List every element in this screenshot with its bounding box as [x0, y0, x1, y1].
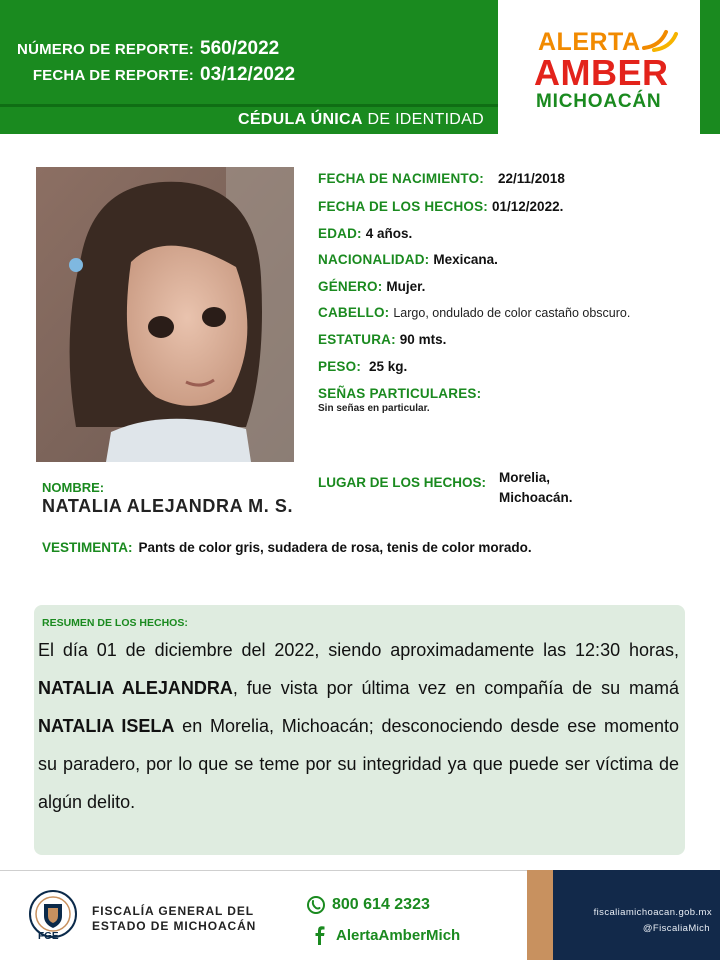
logo-alerta-text: ALERTA [538, 28, 641, 56]
gender-value: Mujer. [386, 279, 426, 294]
summary-child-name: NATALIA ALEJANDRA [38, 678, 233, 698]
nationality-value: Mexicana. [433, 252, 498, 267]
height-label: ESTATURA: [318, 332, 396, 347]
hair-label: CABELLO: [318, 305, 390, 320]
facebook-icon [310, 925, 330, 945]
clothing-field [42, 540, 532, 555]
height-field [318, 332, 446, 347]
incident-place-label: LUGAR DE LOS HECHOS: [318, 475, 487, 490]
height-value: 90 mts. [399, 332, 447, 347]
name-value: NATALIA ALEJANDRA M. S. [42, 496, 294, 516]
logo-michoacan-text: MICHOACÁN [536, 91, 662, 112]
whatsapp-phone-icon [306, 895, 326, 915]
weight-label: PESO: [318, 359, 362, 374]
hair-field [318, 305, 630, 320]
age-value: 4 años. [365, 226, 413, 241]
summary-text: El día 01 de diciembre del 2022, siendo aproximadamente las 12:30 horas, NATALIA ALEJANDRA, fue vista por última vez en compañía de su mamá NATALIA ISELA en Morelia, Michoacán; desconociendo desde ese momento su paradero, por lo que se teme por su integridad ya que puede ser víctima de algún delito. [38, 640, 680, 812]
birthdate-field [318, 171, 565, 186]
incident-date-field [318, 199, 563, 214]
incident-date-label: FECHA DE LOS HECHOS: [318, 199, 489, 214]
age-label: EDAD: [318, 226, 362, 241]
fiscalia-name: FISCALÍA GENERAL DEL ESTADO DE MICHOACÁN [92, 904, 257, 933]
right-accent-bar [700, 0, 720, 134]
nationality-label: NACIONALIDAD: [318, 252, 430, 267]
alerta-amber-logo [520, 18, 690, 118]
incident-place-line1: Morelia, [499, 470, 551, 485]
summary-mother-name: NATALIA ISELA [38, 716, 175, 736]
incident-place-value [499, 468, 619, 508]
hotline-phone[interactable] [306, 895, 430, 915]
fge-label: FGE [38, 931, 59, 942]
footer-tan-stripe [527, 870, 553, 960]
signal-wave-icon [640, 26, 680, 52]
distinguishing-marks-label: SEÑAS PARTICULARES: [318, 386, 482, 401]
facebook-handle: AlertaAmberMich [336, 926, 461, 944]
social-handle-text[interactable]: @FiscaliaMich [642, 923, 710, 934]
incident-place-line2: Michoacán. [499, 490, 573, 505]
gender-label: GÉNERO: [318, 279, 383, 294]
logo-amber-text: AMBER [534, 52, 669, 93]
facebook-link[interactable] [310, 925, 460, 945]
cedula-bar [0, 104, 498, 134]
cedula-title: CÉDULA ÚNICA DE IDENTIDAD [237, 111, 484, 128]
weight-field [318, 359, 407, 374]
weight-value: 25 kg. [369, 359, 408, 374]
missing-person-photo [36, 167, 294, 462]
report-date: 03/12/2022 [200, 64, 296, 85]
report-number: 560/2022 [200, 38, 280, 59]
hair-value: Largo, ondulado de color castaño obscuro. [393, 306, 631, 320]
clothing-label: VESTIMENTA: [42, 540, 133, 555]
report-date-label: FECHA DE REPORTE: [32, 67, 194, 84]
incident-date-value: 01/12/2022. [492, 199, 564, 214]
name-label: NOMBRE: [42, 480, 105, 495]
incident-summary-box [34, 605, 685, 855]
nationality-field [318, 252, 498, 267]
clothing-value: Pants de color gris, sudadera de rosa, tenis de color morado. [138, 540, 532, 555]
website-text[interactable]: fiscaliamichoacan.gob.mx [593, 907, 712, 918]
hotline-phone-number: 800 614 2323 [332, 896, 430, 913]
age-field [318, 226, 412, 241]
birthdate-label: FECHA DE NACIMIENTO: [318, 171, 484, 186]
birthdate-value: 22/11/2018 [498, 171, 565, 186]
report-number-row [0, 38, 340, 60]
report-date-row [0, 64, 340, 86]
report-number-label: NÚMERO DE REPORTE: [17, 41, 194, 58]
child-portrait-image [36, 167, 294, 462]
summary-label: RESUMEN DE LOS HECHOS: [42, 617, 188, 629]
distinguishing-marks-value: Sin señas en particular. [318, 403, 430, 414]
gender-field [318, 279, 425, 294]
header-banner [0, 0, 498, 104]
